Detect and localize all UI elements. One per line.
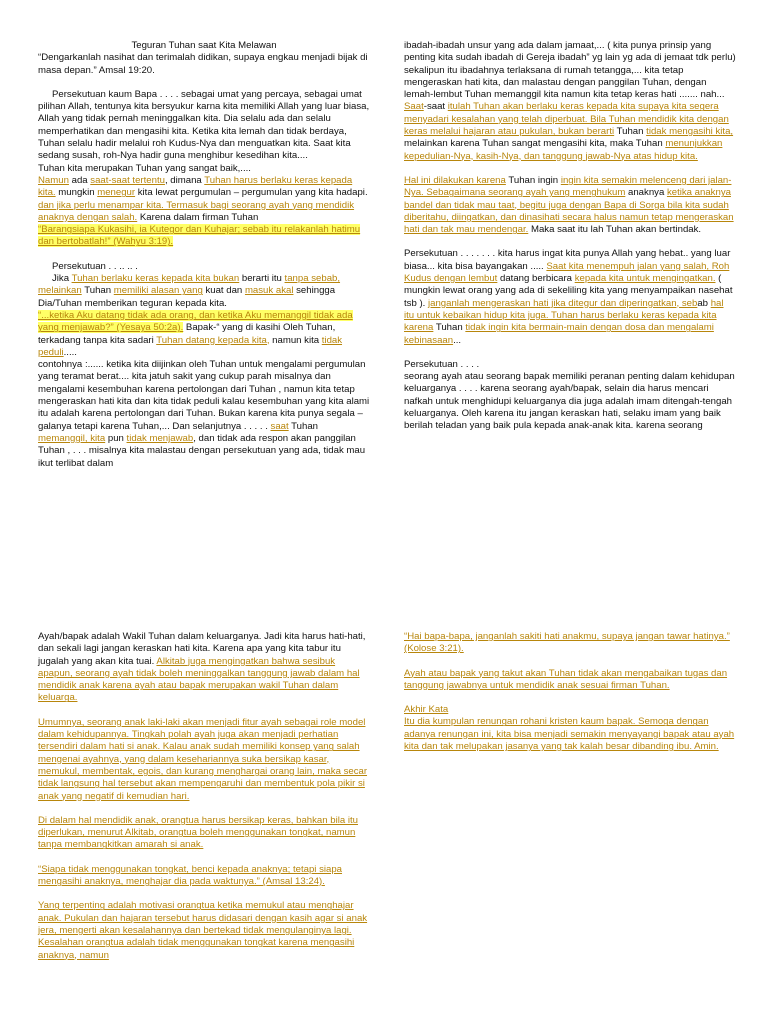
- document-title: Teguran Tuhan saat Kita Melawan: [131, 40, 277, 51]
- text: berarti itu: [239, 273, 285, 285]
- text: sehingga Dia/Tuhan memberikan teguran kepada kita.: [38, 285, 336, 309]
- text: Tuhan ingin: [505, 174, 561, 186]
- text: Ayah/bapak adalah Wakil Tuhan dalam keluarganya. Jadi kita harus hati-hati, dan sekali lagi jangan keraskan hati kita. Karena apa yang kita tabur itu jugalah yang akan kita tuai.: [38, 631, 366, 667]
- underlined-text: hal itu untuk kebaikan hidup kita juga. Tuhan harus berlaku keras kepada kita karena: [404, 297, 724, 334]
- paragraph: [38, 175, 370, 249]
- underlined-text: Namun: [38, 174, 69, 186]
- text: anaknya: [625, 187, 667, 199]
- underlined-text: kepada kita untuk mengingatkan.: [574, 273, 716, 285]
- underlined-text: Tuhan datang kepada kita,: [156, 334, 270, 346]
- underlined-text: menunjukkan kepedulian-Nya, kasih-Nya, dan tanggung jawab-Nya atas hidup kita.: [404, 138, 723, 162]
- highlighted-verse: “...ketika Aku datang tidak ada orang, dan ketika Aku memanggil tidak ada yang menjawab?” (Yesaya 50:2a).: [38, 309, 353, 334]
- text: Tuhan: [614, 126, 647, 138]
- text: -saat: [423, 101, 448, 113]
- paragraph: Umumnya, seorang anak laki-laki akan menjadi fitur ayah sebagai role model dalam kehidupannya. Tingkah polah ayah juga akan menjadi perhatian tersendiri dalam hati si anak. Kalau anak sudah memiliki konsep yang salah mengenai ayahnya, yang dalam kesehariannya suka bersikap kasar, memukul, membentak, egois, dan kurang menghargai orang lain, maka secar tidak langsung hal tersebut akan mempengaruhi dan membentuk pola pikir si anak yang negatif di kemudian hari.: [38, 716, 368, 802]
- opening-verse: “Dengarkanlah nasihat dan terimalah didikan, supaya engkau menjadi bijak di masa depan.” Amsal 19:20.: [38, 52, 368, 76]
- text: melainkan karena Tuhan sangat mengasihi kita, maka Tuhan: [404, 138, 666, 150]
- underlined-text: tidak mengasihi kita,: [646, 126, 734, 138]
- paragraph: Tuhan kita merupakan Tuhan yang sangat baik,....: [38, 162, 251, 174]
- text: datang berbicara: [497, 273, 575, 285]
- paragraph: [404, 40, 736, 163]
- section-heading: Akhir Kata: [404, 704, 449, 716]
- text: kita lewat pergumulan – pergumulan yang kita hadapi.: [135, 187, 368, 199]
- right-bottom-column: [404, 631, 736, 765]
- underlined-text: masuk akal: [244, 285, 294, 297]
- underlined-text: saat: [90, 174, 109, 186]
- underlined-text: tidak ingin kita bermain-main dengan dosa dan mengalami kebinasaan: [404, 322, 714, 346]
- text: kuat dan: [202, 285, 245, 297]
- text: Bapak-“ yang di kasihi Oleh Tuhan, terkadang tanpa kita sadari: [38, 322, 336, 346]
- underlined-text: Saat kita menempuh jalan yang salah, Roh Kudus dengan lembut: [404, 260, 730, 285]
- paragraph: [404, 248, 736, 346]
- text: .....: [63, 346, 77, 358]
- text: Maka saat itu lah Tuhan akan bertindak.: [528, 224, 702, 236]
- paragraph: Yang terpenting adalah motivasi orangtua ketika memukul atau menghajar anak. Pukulan dan hajaran tersebut harus didasari dengan kasih agar si anak jera, mengerti akan kesalahannya dan bertekad tidak mengulanginya lagi. Kesalahan orangtua adalah tidak menggunakan tongkat karena mengasihi anaknya, namun: [38, 900, 368, 961]
- underlined-text: menegur: [97, 187, 136, 199]
- paragraph: [38, 89, 370, 163]
- text: mungkin: [55, 187, 98, 199]
- paragraph: [38, 631, 370, 705]
- text: ...: [453, 334, 462, 346]
- paragraph: [404, 175, 736, 236]
- paragraph: Itu dia kumpulan renungan rohani kristen kaum bapak. Semoga dengan adanya renungan ini, kita bisa menjadi semakin menyayangi bapak atau ayah kita dan tak melupakan jasanya yang tak kalah besar dibanding ibu. Amin.: [404, 716, 735, 753]
- text: ( mungkin lewat orang yang ada di sekeliling kita yang menyampaikan nasehat tsb ).: [404, 273, 733, 309]
- text: Persekutuan kaum Bapa . . . . sebagai umat yang percaya, sebagai umat pilihan Allah, tentunya kita bersyukur karna kita memiliki Allah yang luar biasa, Allah yang tidak pernah meninggalkan kita. Dia selalu ada dan selalu memperhatikan dan mengasihi kita. Ketika kita lemah dan tidak berdaya, Tuhan selalu hadir melalui roh Kudus-Nya dan menguatkan kita. Saat kita sedang susah, roh-Nya hadir guna menghibur kesedihan kita....: [38, 88, 370, 162]
- paragraph: [38, 273, 370, 470]
- text: contohnya :...... ketika kita diijinkan oleh Tuhan untuk mengalami pergumulan yang teramat berat.... kita jatuh sakit yang cukup parah misalnya dan mengalami kesembuhan karena pertolongan dari Tuhan , namun kita tetap mengeraskan hati kita dan kita tidak peduli kalau kesembuhan yang kita alami itu adalah karena pertolongan dari Tuhan. Bukan karena kita punya segala –galanya tetapi karena Tuhan,... Dan selanjutnya . . . . .: [38, 359, 370, 432]
- text: Tuhan: [288, 420, 319, 432]
- text: Tuhan: [81, 285, 114, 297]
- text: Karena dalam firman Tuhan: [137, 211, 259, 223]
- section-heading: [38, 261, 370, 273]
- underlined-text: ketika anaknya bandel dan tidak mau taat, begitu juga dengan Bapa di Sorga bila kita sudah diberitahu, diingatkan, dan dinasihati secara halus namun tetap mengeraskan hati dan tak mau mendengar.: [404, 187, 734, 236]
- text: Persekutuan . . .. .. .: [52, 260, 138, 272]
- underlined-text: itulah Tuhan akan berlaku keras kepada kita supaya kita segera menyadari kesalahan yang telah diperbuat. Bila Tuhan mendidik kita dengan keras melalui hajaran atau pukulan, bukan berarti: [404, 101, 729, 138]
- text: Persekutuan . . . . . . . kita harus ingat kita punya Allah yang hebat.. yang luar biasa... kita bisa bayangakan .....: [404, 248, 731, 272]
- text: , dan tidak ada respon akan panggilan Tuhan , . . . misalnya kita malastau dengan persekutuan yang ada, tidak mau ikut terlibat dalam: [38, 432, 366, 469]
- text: ab: [697, 297, 711, 309]
- underlined-text: Tuhan harus berlaku keras kepada kita.: [38, 174, 353, 199]
- underlined-text: Tuhan berlaku keras kepada kita bukan: [71, 273, 240, 285]
- text: , dimana: [164, 174, 205, 186]
- underlined-text: Saat: [404, 101, 424, 113]
- right-top-column: [404, 40, 736, 445]
- underlined-text: memanggil, kita: [38, 432, 106, 444]
- underlined-text: dan jika perlu menampar kita. Termasuk bagi seorang ayah yang mendidik anaknya dengan salah.: [38, 199, 355, 223]
- underlined-text: tanpa sebab, melainkan: [38, 273, 341, 297]
- paragraph: Di dalam hal mendidik anak, orangtua harus bersikap keras, bahkan bila itu diperlukan, menurut Alkitab, orangtua boleh menggunakan tongkat, namun tanpa membangkitkan amarah si anak.: [38, 814, 358, 851]
- paragraph: seorang ayah atau seorang bapak memiliki peranan penting dalam kehidupan keluarganya . . . . karena seorang ayah/bapak, selain dia harus mencari nafkah untuk menghidupi keluarganya dia juga adalah imam ditengah-tengah keluarganya. Oleh karena itu jangan keraskan hati, selaku imam yang baik berilah teladan yang baik pula kepada anak-anak kita. karena seorang: [404, 371, 735, 432]
- text: namun kita: [269, 334, 322, 346]
- text: ibadah-ibadah unsur yang ada dalam jamaat,... ( kita punya prinsip yang penting kita sudah ibadah di Gereja ibadah” yg lain yg ada di jemaat tdk perlu) sekalipun itu ibadahnya terlaksana di rumah tetangga,... kita tetap mengeraskan hati kita, dan malastau dengan panggilan Tuhan, dengan lemah-lembut Tuhan memanggil kita namun kita tetap keras hati ....... nah...: [404, 40, 736, 101]
- text: Jika: [52, 273, 72, 285]
- underlined-text: tidak menjawab: [126, 432, 194, 444]
- highlighted-verse: “Barangsiapa Kukasihi, ia Kutegor dan Kuhajar; sebab itu relakanlah hatimu dan bertobatlah!” (Wahyu 3:19).: [38, 224, 361, 248]
- underlined-text: janganlah mengeraskan hati jika ditegur dan diperingatkan, seb: [428, 297, 698, 309]
- verse-quote: “Siapa tidak menggunakan tongkat, benci kepada anaknya; tetapi siapa mengasihi anaknya, menghajar dia pada waktunya.” (Amsal 13:24).: [38, 863, 343, 888]
- text: Tuhan: [433, 322, 466, 334]
- text: ada: [68, 174, 91, 186]
- section-heading: Persekutuan . . . .: [404, 358, 480, 370]
- underlined-text: -saat tertentu: [108, 174, 165, 186]
- text: pun: [105, 432, 127, 444]
- left-top-column: [38, 40, 370, 482]
- underlined-text: saat: [270, 420, 289, 432]
- paragraph: Ayah atau bapak yang takut akan Tuhan tidak akan mengabaikan tugas dan tanggung jawabnya untuk mendidik anak sesuai firman Tuhan.: [404, 667, 728, 691]
- underlined-text: ingin kita semakin melenceng dari jalan-Nya. Sebagaimana seorang ayah yang menghukum: [404, 174, 732, 199]
- underlined-text: Hal ini dilakukan karena: [404, 174, 506, 186]
- verse-quote: “Hai bapa-bapa, janganlah sakiti hati anakmu, supaya jangan tawar hatinya.” (Kolose 3:21).: [404, 631, 730, 655]
- left-bottom-column: [38, 631, 370, 974]
- underlined-text: tidak peduli: [38, 334, 343, 358]
- underlined-text: Alkitab juga mengingatkan bahwa sesibuk apapun, seorang ayah tidak boleh meninggalkan tanggung jawab dalam hal mendidik anak karena ayah atau bapak merupakan wakil Tuhan dalam keluarga.: [38, 655, 360, 704]
- underlined-text: memiliki alasan yang: [113, 285, 203, 297]
